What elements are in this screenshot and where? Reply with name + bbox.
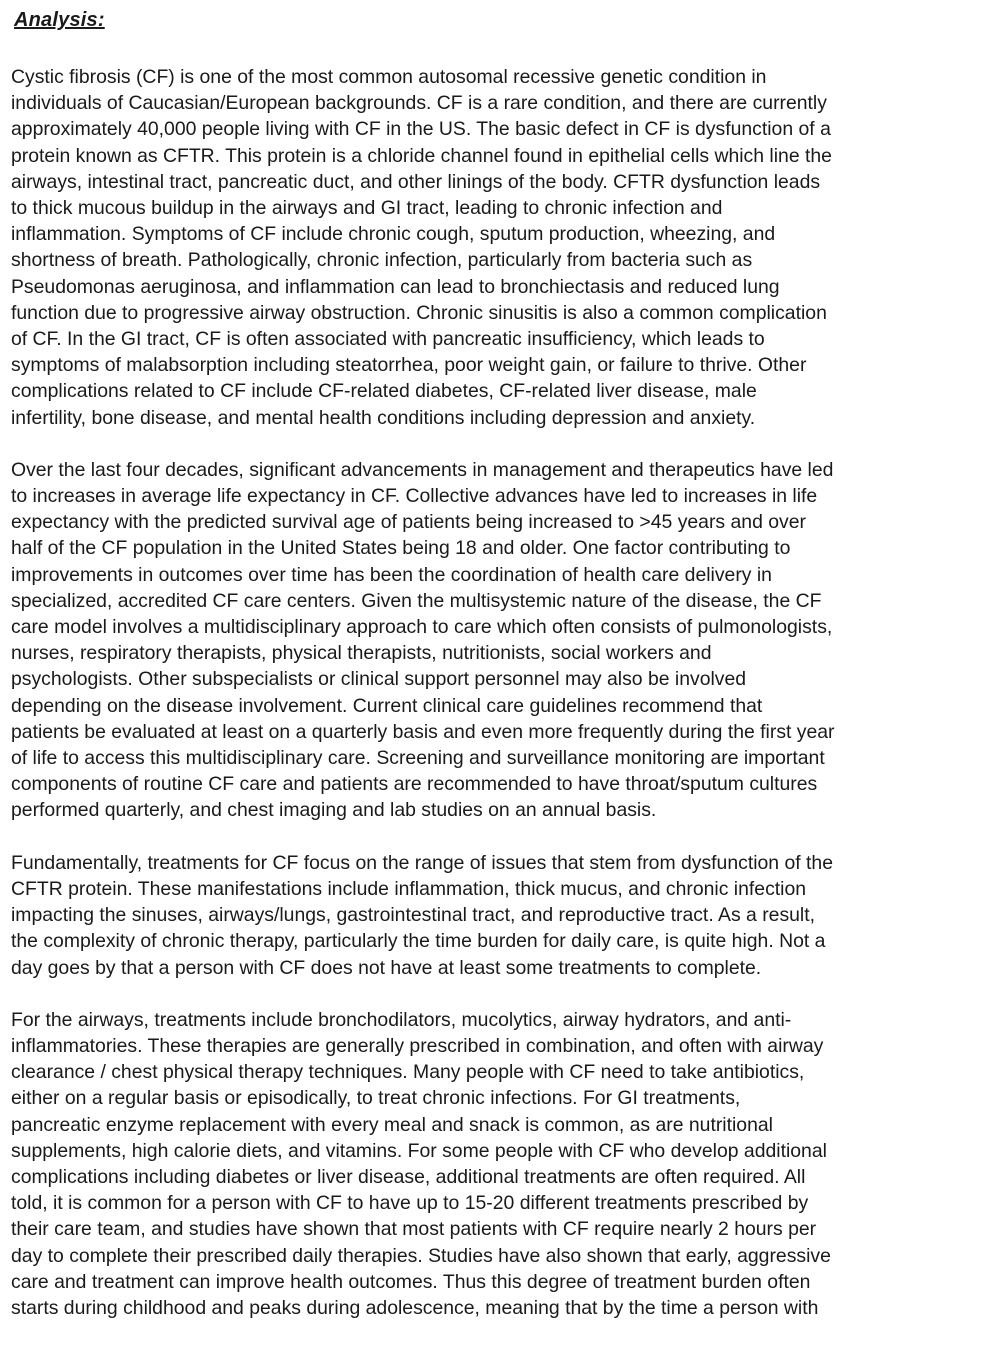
text-line: improvements in outcomes over time has been the coordination of health care delivery in (11, 563, 772, 586)
text-line: components of routine CF care and patients are recommended to have throat/sputum cultures (11, 773, 818, 796)
text-line: shortness of breath. Pathologically, chronic infection, particularly from bacteria such as (11, 249, 753, 272)
text-line: day to complete their prescribed daily therapies. Studies have also shown that early, aggressive (11, 1244, 831, 1267)
text-line: airways, intestinal tract, pancreatic duct, and other linings of the body. CFTR dysfunction leads (11, 170, 821, 193)
text-line: inflammation. Symptoms of CF include chronic cough, sputum production, wheezing, and (11, 223, 776, 246)
text-line: impacting the sinuses, airways/lungs, gastrointestinal tract, and reproductive tract. As a result, (11, 904, 816, 927)
text-line: depending on the disease involvement. Current clinical care guidelines recommend that (11, 694, 763, 717)
text-line: of life to access this multidisciplinary care. Screening and surveillance monitoring are important (11, 747, 825, 770)
text-line: their care team, and studies have shown that most patients with CF require nearly 2 hours per (11, 1218, 817, 1241)
text-line: specialized, accredited CF care centers. Given the multisystemic nature of the disease, the CF (11, 589, 822, 612)
text-line: to thick mucous buildup in the airways and GI tract, leading to chronic infection and (11, 197, 723, 220)
text-line: care and treatment can improve health outcomes. Thus this degree of treatment burden often (11, 1270, 811, 1293)
text-line: Cystic fibrosis (CF) is one of the most common autosomal recessive genetic condition in (11, 66, 767, 88)
text-line: told, it is common for a person with CF to have up to 15-20 different treatments prescribed by (11, 1192, 809, 1215)
text-line: patients be evaluated at least on a quarterly basis and even more frequently during the first year (11, 720, 835, 743)
text-line: pancreatic enzyme replacement with every meal and snack is common, as are nutritional (11, 1113, 773, 1136)
text-line: CFTR protein. These manifestations include inflammation, thick mucus, and chronic infection (11, 877, 807, 900)
text-line: performed quarterly, and chest imaging and lab studies on an annual basis. (11, 799, 657, 822)
text-line: the complexity of chronic therapy, particularly the time burden for daily care, is quite high. Not a (11, 930, 826, 953)
text-line: day goes by that a person with CF does not have at least some treatments to complete. (11, 956, 762, 979)
text-line: inflammatories. These therapies are generally prescribed in combination, and often with airway (11, 1034, 824, 1057)
text-line: individuals of Caucasian/European backgrounds. CF is a rare condition, and there are currently (11, 92, 827, 115)
text-line: to increases in average life expectancy in CF. Collective advances have led to increases in life (11, 485, 818, 508)
text-line: starts during childhood and peaks during adolescence, meaning that by the time a person with (11, 1296, 819, 1319)
text-line: Fundamentally, treatments for CF focus on the range of issues that stem from dysfunction of the (11, 851, 833, 874)
text-line: symptoms of malabsorption including steatorrhea, poor weight gain, or failure to thrive. Other (11, 354, 807, 377)
paragraph-2 (11, 457, 1001, 824)
text-line: complications including diabetes or liver disease, additional treatments are often required. All (11, 1165, 806, 1188)
text-line: nurses, respiratory therapists, physical therapists, nutritionists, social workers and (11, 642, 712, 665)
text-line: half of the CF population in the United States being 18 and older. One factor contributing to (11, 537, 791, 560)
document-page (11, 8, 1001, 1347)
text-line: infertility, bone disease, and mental health conditions including depression and anxiety. (11, 406, 756, 429)
text-line: clearance / chest physical therapy techniques. Many people with CF need to take antibiotics, (11, 1061, 805, 1084)
section-heading: Analysis: (14, 9, 105, 31)
text-line: For the airways, treatments include bronchodilators, mucolytics, airway hydrators, and anti- (11, 1008, 792, 1031)
text-line: Pseudomonas aeruginosa, and inflammation can lead to bronchiectasis and reduced lung (11, 275, 780, 298)
text-line: protein known as CFTR. This protein is a chloride channel found in epithelial cells which line the (11, 144, 832, 167)
paragraph-3 (11, 850, 1001, 981)
text-line: expectancy with the predicted survival age of patients being increased to >45 years and over (11, 511, 806, 534)
text-line: supplements, high calorie diets, and vitamins. For some people with CF who develop additional (11, 1139, 827, 1162)
text-line: complications related to CF include CF-related diabetes, CF-related liver disease, male (11, 380, 757, 403)
text-line: care model involves a multidisciplinary approach to care which often consists of pulmonologists, (11, 616, 833, 639)
text-line: approximately 40,000 people living with CF in the US. The basic defect in CF is dysfunction of a (11, 118, 831, 141)
paragraph-4 (11, 1007, 1001, 1321)
text-line: of CF. In the GI tract, CF is often associated with pancreatic insufficiency, which leads to (11, 328, 765, 351)
paragraph-1 (11, 64, 1001, 431)
text-line: either on a regular basis or episodically, to treat chronic infections. For GI treatments, (11, 1087, 741, 1110)
text-line: function due to progressive airway obstruction. Chronic sinusitis is also a common complication (11, 301, 827, 324)
text-line: Over the last four decades, significant advancements in management and therapeutics have led (11, 458, 834, 481)
text-line: psychologists. Other subspecialists or clinical support personnel may also be involved (11, 668, 747, 691)
document-body (11, 64, 1001, 1321)
